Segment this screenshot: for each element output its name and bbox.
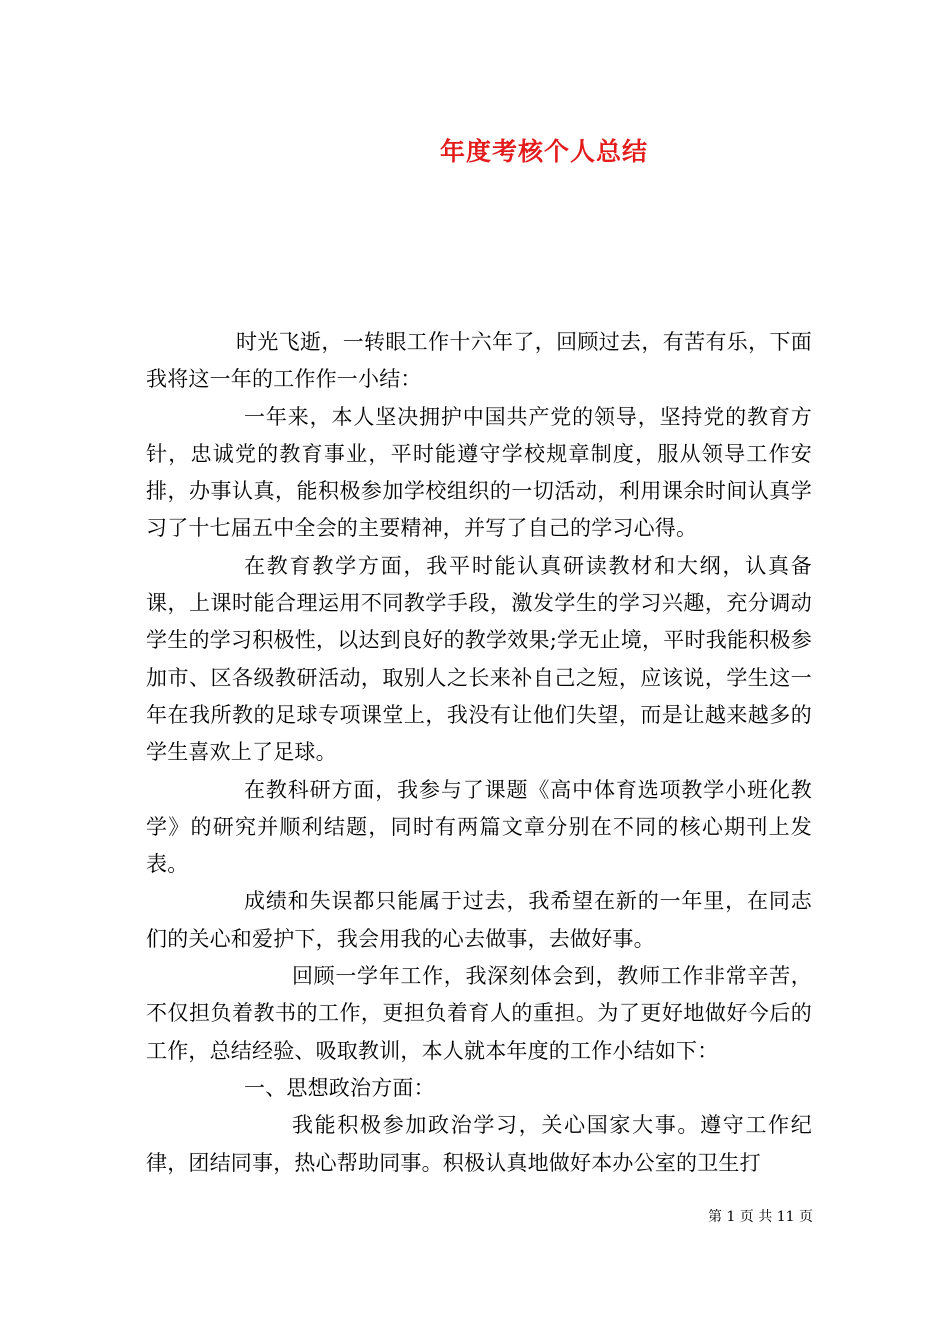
- paragraph-research: 在教科研方面，我参与了课题《高中体育选项教学小班化教学》的研究并顺利结题，同时有两篇文章分别在不同的核心期刊上发表。: [146, 777, 812, 877]
- paragraph-intro: 时光飞逝，一转眼工作十六年了，回顾过去，有苦有乐，下面我将这一年的工作作一小结：: [146, 330, 812, 392]
- paragraph-review: 回顾一学年工作，我深刻体会到，教师工作非常辛苦，不仅担负着教书的工作，更担负着育人的重担。为了更好地做好今后的工作，总结经验、吸取教训，本人就本年度的工作小结如下：: [146, 964, 812, 1063]
- paragraph-political-stance: 一年来，本人坚决拥护中国共产党的领导，坚持党的教育方针，忠诚党的教育事业，平时能遵守学校规章制度，服从领导工作安排，办事认真，能积极参加学校组织的一切活动，利用课余时间认真学习了十七届五中全会的主要精神，并写了自己的学习心得。: [146, 404, 812, 541]
- section-heading-ideology: 一、思想政治方面：: [244, 1075, 435, 1100]
- paragraph-outlook: 成绩和失误都只能属于过去，我希望在新的一年里，在同志们的关心和爱护下，我会用我的心去做事，去做好事。: [146, 889, 812, 951]
- document-title: 年度考核个人总结: [440, 137, 649, 166]
- paragraph-teaching: 在教育教学方面，我平时能认真研读教材和大纲，认真备课，上课时能合理运用不同教学手段，激发学生的学习兴趣，充分调动学生的学习积极性，以达到良好的教学效果;学无止境，平时我能积极参加市、区各级教研活动，取别人之长来补自己之短，应该说，学生这一年在我所教的足球专项课堂上，我没有让他们失望，而是让越来越多的学生喜欢上了足球。: [146, 553, 812, 765]
- document-body: [146, 324, 812, 1182]
- page-number: 第 1 页 共 11 页: [708, 1209, 813, 1225]
- paragraph-ideology: 我能积极参加政治学习，关心国家大事。遵守工作纪律，团结同事，热心帮助同事。积极认真地做好本办公室的卫生打: [146, 1113, 812, 1175]
